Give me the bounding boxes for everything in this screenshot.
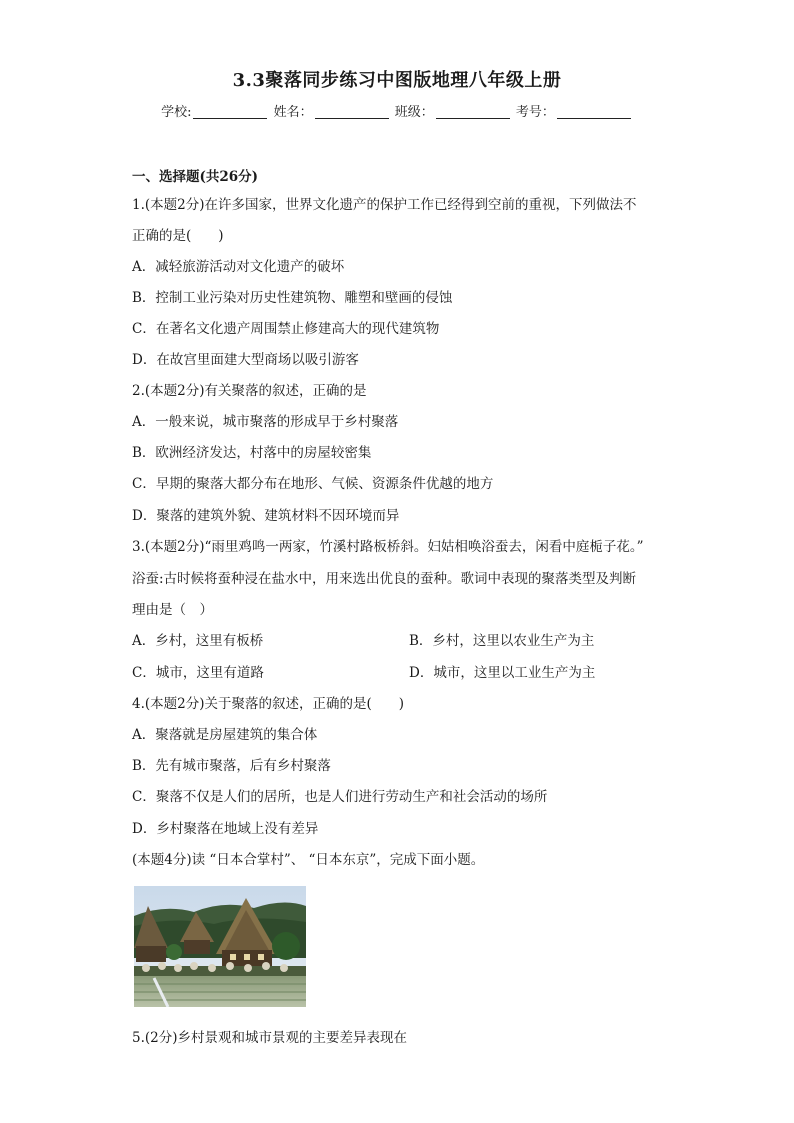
q3-option-b: B．乡村，这里以农业生产为主 xyxy=(409,633,595,649)
q1-option-c: C．在著名文化遗产周围禁止修建高大的现代建筑物 xyxy=(132,321,440,337)
q1-option-b: B．控制工业污染对历史性建筑物、雕塑和壁画的侵蚀 xyxy=(132,290,453,306)
q2-stem: 2.(本题2分)有关聚落的叙述，正确的是 xyxy=(132,383,367,399)
q3-option-d: D．城市，这里以工业生产为主 xyxy=(409,665,596,681)
q2-option-d: D．聚落的建筑外貌、建筑材料不因环境而异 xyxy=(132,508,400,524)
q4-option-c: C．聚落不仅是人们的居所，也是人们进行劳动生产和社会活动的场所 xyxy=(132,789,548,805)
exam-number-label: 考号： xyxy=(515,105,555,120)
class-label: 班级： xyxy=(394,105,434,120)
q4-stem: 4.(本题2分)关于聚落的叙述，正确的是( ) xyxy=(132,696,405,712)
class-blank[interactable] xyxy=(436,105,510,119)
section-heading: 一、选择题(共26分) xyxy=(132,169,259,185)
name-blank[interactable] xyxy=(315,105,389,119)
q1-stem-line2: 正确的是( ) xyxy=(132,228,224,244)
q3-stem-line3: 理由是（ ） xyxy=(132,602,213,618)
gassho-village-photo xyxy=(134,886,306,1007)
school-label: 学校: xyxy=(161,105,192,120)
q4-option-b: B．先有城市聚落，后有乡村聚落 xyxy=(132,758,331,774)
q2-option-b: B．欧洲经济发达，村落中的房屋较密集 xyxy=(132,445,372,461)
question-group-intro: (本题4分)读 “日本合掌村”、 “日本东京”，完成下面小题。 xyxy=(132,852,485,868)
exam-number-blank[interactable] xyxy=(557,105,631,119)
school-blank[interactable] xyxy=(193,105,267,119)
q3-option-a: A．乡村，这里有板桥 xyxy=(132,633,264,649)
q4-option-a: A．聚落就是房屋建筑的集合体 xyxy=(132,727,318,743)
q4-option-d: D．乡村聚落在地域上没有差异 xyxy=(132,821,319,837)
q3-option-c: C．城市，这里有道路 xyxy=(132,665,264,681)
page-title: 3.3聚落同步练习中图版地理八年级上册 xyxy=(232,70,562,91)
name-label: 姓名： xyxy=(273,105,313,120)
student-info-line xyxy=(0,101,794,120)
q5-stem: 5.(2分)乡村景观和城市景观的主要差异表现在 xyxy=(132,1030,408,1046)
q1-option-a: A．减轻旅游活动对文化遗产的破坏 xyxy=(132,259,345,275)
q2-option-c: C．早期的聚落大都分布在地形、气候、资源条件优越的地方 xyxy=(132,476,494,492)
q1-stem-line1: 1.(本题2分)在许多国家，世界文化遗产的保护工作已经得到空前的重视，下列做法不 xyxy=(132,197,637,213)
q3-stem-line2: 浴蚕:古时候将蚕种浸在盐水中，用来选出优良的蚕种。歌词中表现的聚落类型及判断 xyxy=(132,571,637,587)
q2-option-a: A．一般来说，城市聚落的形成早于乡村聚落 xyxy=(132,414,399,430)
q1-option-d: D．在故宫里面建大型商场以吸引游客 xyxy=(132,352,359,368)
q3-stem-line1: 3.(本题2分)“雨里鸡鸣一两家，竹溪村路板桥斜。妇姑相唤浴蚕去，闲看中庭栀子花。” xyxy=(132,539,644,555)
